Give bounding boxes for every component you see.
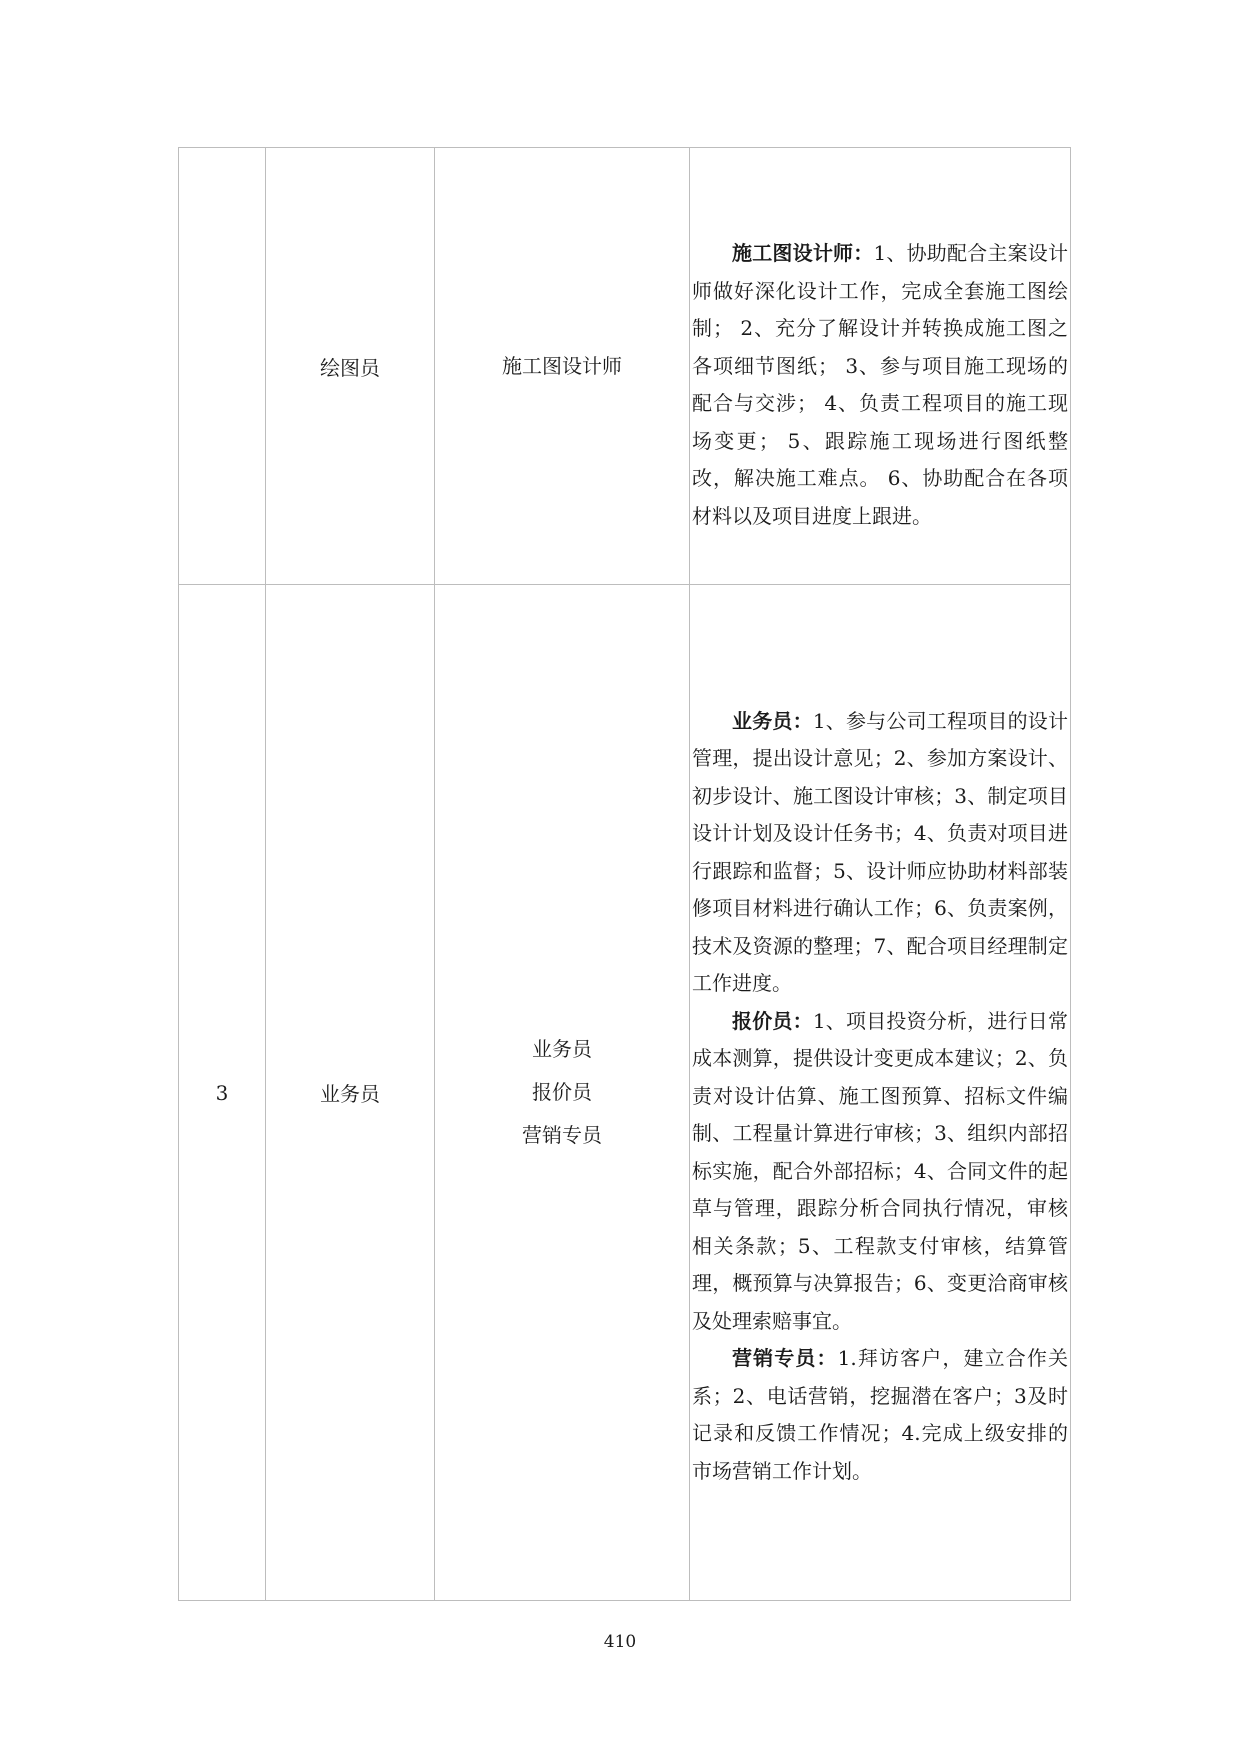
position-cell: 业务员 [266,585,435,1601]
job-title: 业务员 [532,1037,592,1061]
job-titles-cell [435,148,690,585]
duty-role-label: 营销专员： [732,1346,838,1371]
job-title: 营销专员 [522,1123,602,1147]
row-number-cell [179,148,266,585]
duties-cell [690,585,1071,1601]
position-cell: 绘图员 [266,148,435,585]
table-row [179,585,1071,1601]
table-row [179,148,1071,585]
page-number: 410 [603,1632,637,1652]
duties-cell [690,148,1071,585]
duty-paragraph [692,1340,1068,1490]
duty-paragraph [692,703,1068,1003]
duty-role-label: 报价员： [732,1008,813,1033]
duty-paragraph [692,235,1068,535]
duty-text: 1、参与公司工程项目的设计管理，提出设计意见；2、参加方案设计、初步设计、施工图设计审核；3、制定项目设计计划及设计任务书；4、负责对项目进行跟踪和监督；5、设计师应协助材料部装修项目材料进行确认工作；6、负责案例，技术及资源的整理；7、配合项目经理制定工作进度。 [692,708,1069,996]
job-title: 施工图设计师 [502,353,622,378]
job-title: 报价员 [532,1080,592,1104]
job-duties-table [178,147,1071,1601]
row-number-cell: 3 [179,585,266,1601]
duty-role-label: 施工图设计师： [732,241,874,265]
duty-text: 1、项目投资分析，进行日常成本测算，提供设计变更成本建议；2、负责对设计估算、施工图预算、招标文件编制、工程量计算进行审核；3、组织内部招标实施，配合外部招标；4、合同文件的起草与管理，跟踪分析合同执行情况，审核相关条款；5、工程款支付审核，结算管理，概预算与决算报告；6、变更洽商审核及处理索赔事宜。 [692,1008,1069,1333]
job-titles-cell [435,585,690,1601]
duty-text: 1、协助配合主案设计师做好深化设计工作，完成全套施工图绘制； 2、充分了解设计并转换成施工图之各项细节图纸； 3、参与项目施工现场的配合与交涉； 4、负责工程项目的施工现场变更； 5、跟踪施工现场进行图纸整改，解决施工难点。 6、协助配合在各项材料以及项目进度上跟进。 [692,241,1068,528]
duty-text: 1.拜访客户，建立合作关系；2、电话营销，挖掘潜在客户；3及时记录和反馈工作情况；4.完成上级安排的市场营销工作计划。 [692,1346,1068,1483]
duty-paragraph [692,1003,1068,1341]
duty-role-label: 业务员： [732,708,813,733]
